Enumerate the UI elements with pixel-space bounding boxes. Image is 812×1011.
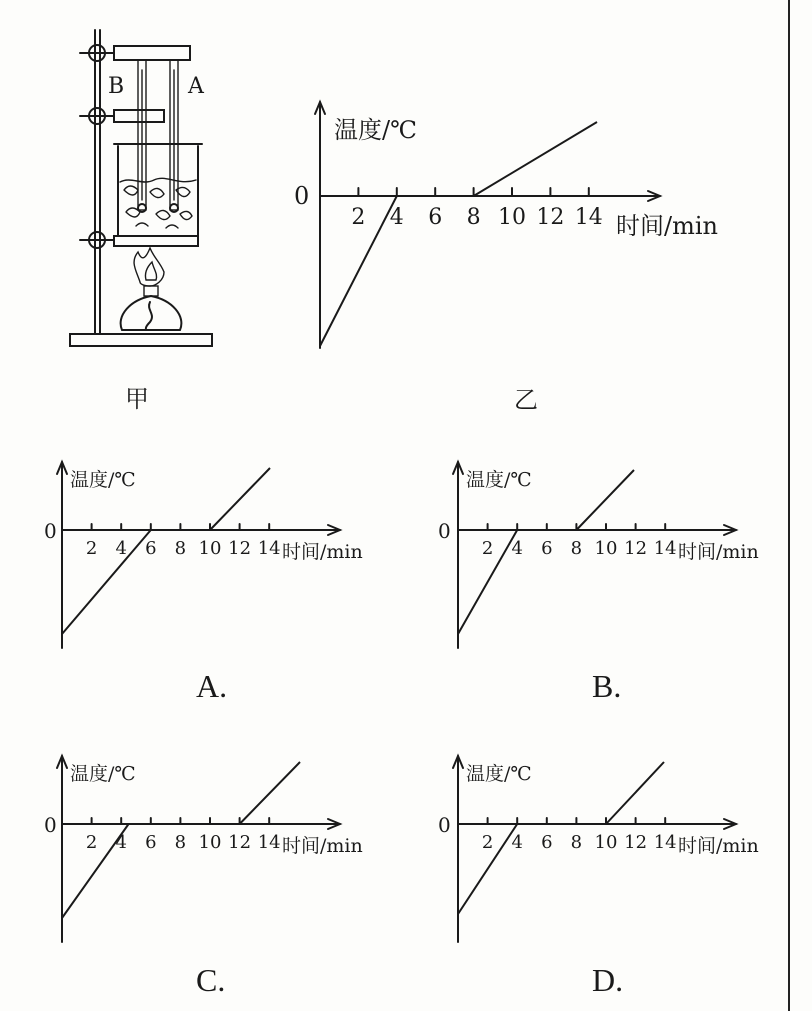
x-tick-label: 14 (574, 205, 603, 230)
x-tick-label: 2 (85, 538, 98, 559)
x-tick-label: 4 (511, 538, 523, 559)
graph-option-c (44, 756, 363, 942)
y-axis-label: 温度/℃ (466, 469, 532, 491)
x-tick-label: 14 (653, 832, 677, 853)
x-tick-label: 10 (594, 538, 618, 559)
x-tick-label: 4 (511, 832, 523, 853)
x-tick-label: 4 (115, 538, 127, 559)
x-tick-label: 12 (624, 538, 648, 559)
caption-option-a: A. (196, 668, 228, 704)
x-axis-label: 时间/min (678, 541, 759, 563)
x-tick-label: 4 (389, 205, 404, 230)
x-tick-label: 14 (653, 538, 677, 559)
x-axis-label: 时间/min (282, 541, 363, 563)
x-tick-label: 12 (228, 538, 252, 559)
x-tick-label: 8 (174, 538, 187, 559)
x-tick-label: 12 (624, 832, 648, 853)
graph-yi (294, 102, 718, 348)
x-axis-label: 时间/min (282, 835, 363, 857)
y-axis-label: 温度/℃ (70, 763, 136, 785)
x-tick-label: 6 (428, 205, 443, 230)
caption-jia: 甲 (125, 385, 149, 413)
x-axis-label: 时间/min (616, 212, 718, 240)
label-a: A (188, 74, 204, 99)
caption-option-b: B. (592, 668, 622, 704)
x-tick-label: 2 (351, 205, 366, 230)
zero-label: 0 (44, 519, 57, 543)
caption-yi: 乙 (514, 386, 538, 414)
graph-option-a (44, 462, 363, 648)
temperature-curve (320, 122, 597, 346)
x-tick-label: 4 (115, 832, 127, 853)
x-tick-label: 10 (498, 205, 526, 230)
x-tick-label: 2 (85, 832, 98, 853)
y-axis-label: 温度/℃ (70, 469, 136, 491)
zero-label: 0 (438, 519, 451, 543)
x-tick-label: 12 (536, 205, 565, 230)
caption-option-d: D. (592, 962, 624, 998)
x-tick-label: 2 (481, 832, 494, 853)
x-tick-label: 14 (257, 538, 281, 559)
zero-label: 0 (44, 813, 57, 837)
x-tick-label: 10 (198, 538, 222, 559)
x-tick-label: 6 (145, 538, 157, 559)
x-tick-label: 10 (594, 832, 618, 853)
y-axis-label: 温度/℃ (466, 763, 532, 785)
x-tick-label: 6 (145, 832, 157, 853)
zero-label: 0 (294, 182, 310, 210)
x-tick-label: 2 (481, 538, 494, 559)
x-axis-label: 时间/min (678, 835, 759, 857)
x-tick-label: 8 (466, 205, 481, 230)
graph-option-b (438, 462, 759, 648)
x-tick-label: 8 (174, 832, 187, 853)
x-tick-label: 14 (257, 832, 281, 853)
caption-option-c: C. (196, 962, 226, 998)
label-b: B (108, 74, 125, 99)
x-tick-label: 10 (198, 832, 222, 853)
x-tick-label: 12 (228, 832, 252, 853)
x-tick-label: 8 (570, 538, 583, 559)
zero-label: 0 (438, 813, 451, 837)
x-tick-label: 8 (570, 832, 583, 853)
x-tick-label: 6 (541, 832, 553, 853)
x-tick-label: 6 (541, 538, 553, 559)
y-axis-label: 温度/℃ (334, 116, 417, 144)
graph-option-d (438, 756, 759, 942)
